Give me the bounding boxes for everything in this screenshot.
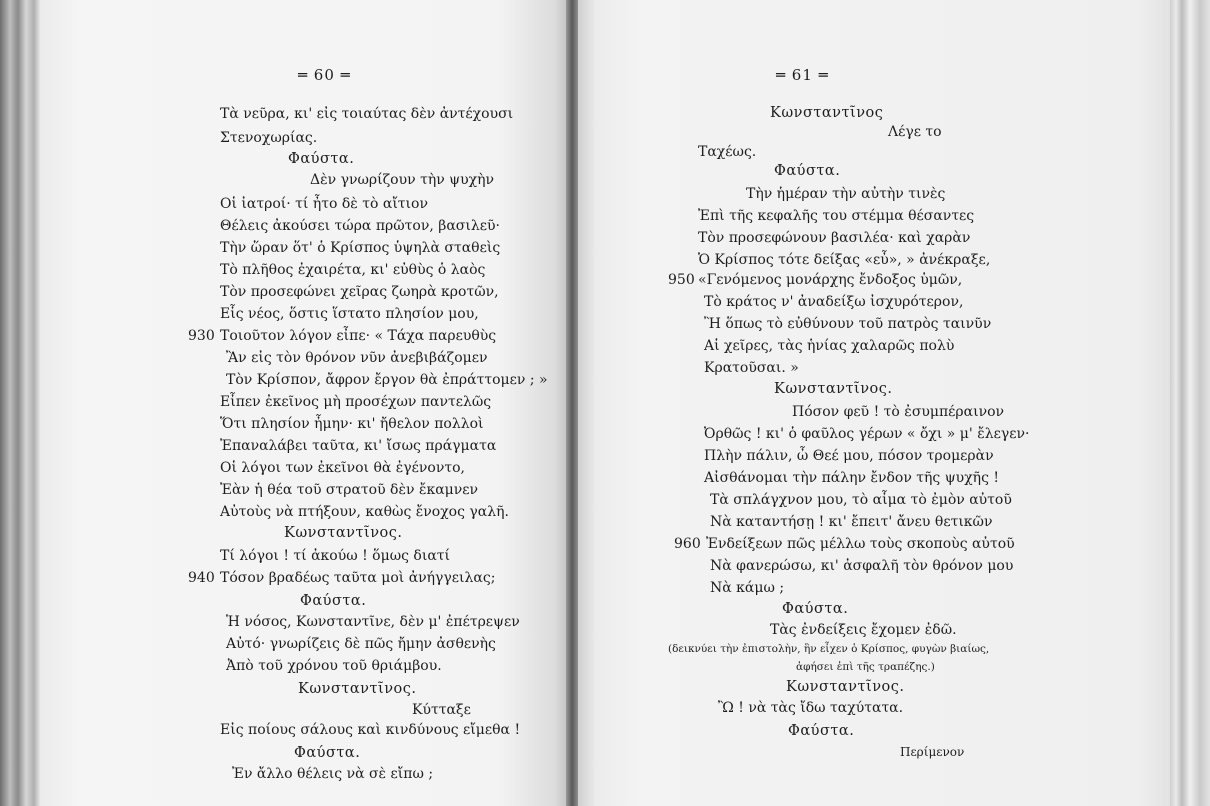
verse-line: Εἷς νέος, ὅστις ἵστατο πλησίον μου, <box>220 306 479 322</box>
verse-line: Τὴν ἡμέραν τὴν αὐτὴν τινὲς <box>746 186 946 202</box>
speaker-name: Φαύστα. <box>774 163 841 179</box>
book-gutter <box>566 0 578 806</box>
speaker-name: Κωνσταντῖνος. <box>298 681 417 697</box>
verse-number: 950 <box>668 272 695 288</box>
verse-line: Τὸν προσεφώνει χεῖρας ζωηρὰ κροτῶν, <box>220 284 499 300</box>
verse-line: Τὰ σπλάγχνον μου, τὸ αἷμα τὸ ἐμὸν αὐτοῦ <box>710 492 1012 508</box>
verse-line: Ἡ νόσος, Κωνσταντῖνε, δὲν μ' ἐπέτρεψεν <box>226 614 520 630</box>
verse-line: Τὸ κράτος ν' ἀναδείξω ἰσχυρότερον, <box>704 294 964 310</box>
verse-line: Ἐν ἄλλο θέλεις νὰ σὲ εἴπω ; <box>232 766 434 782</box>
stage-direction: ἀφήσει ἐπὶ τῆς τραπέζης.) <box>796 661 935 673</box>
verse-number: 960 <box>674 536 701 552</box>
verse-line: Ἐπὶ τῆς κεφαλῆς του στέμμα θέσαντες <box>698 208 975 224</box>
verse-number: 930 <box>188 328 215 344</box>
speaker-name: Κωνσταντῖνος. <box>786 679 905 695</box>
verse-line: Τὸ πλῆθος ἐχαιρέτα, κι' εὐθὺς ὁ λαὸς <box>220 262 486 278</box>
verse-line: Νὰ φανερώσω, κι' ἀσφαλῆ τὸν θρόνον μου <box>710 558 1014 574</box>
verse-line: Ὁ Κρίσπος τότε δείξας «εὖ», » ἀνέκραξε, <box>698 252 991 268</box>
verse-line: Δὲν γνωρίζουν τὴν ψυχὴν <box>310 172 495 188</box>
speaker-name: Κωνσταντῖνος. <box>774 381 893 397</box>
verse-line: Ἢ ὅπως τὸ εὐθύνουν τοῦ πατρὸς ταινῦν <box>704 316 992 332</box>
verse-line: Κύτταξε <box>412 702 471 718</box>
speaker-name: Φαύστα. <box>288 151 355 167</box>
verse-line: Κρατοῦσαι. » <box>704 360 799 376</box>
verse-line: Τοιοῦτον λόγον εἶπε· « Τάχα παρευθὺς <box>220 328 497 344</box>
verse-line: Οἱ λόγοι των ἐκεῖνοι θὰ ἐγένοντο, <box>220 460 465 476</box>
verse-line: Πόσον φεῦ ! τὸ ἐσυμπέραινον <box>792 404 1005 420</box>
speaker-name: Φαύστα. <box>300 593 367 609</box>
verse-line: Ταχέως. <box>698 144 757 160</box>
verse-line: Λέγε το <box>888 124 942 140</box>
verse-line: Τὰς ἐνδείξεις ἔχομεν ἐδῶ. <box>770 622 957 638</box>
verse-line: Νὰ κάμω ; <box>710 580 785 596</box>
verse-line: Ἂν εἰς τὸν θρόνον νῦν ἀνεβιβάζομεν <box>226 350 488 366</box>
verse-line: Στενοχωρίας. <box>220 130 318 146</box>
verse-line: Αἱ χεῖρες, τὰς ἡνίας χαλαρῶς πολὺ <box>704 338 955 354</box>
verse-line: Αὐτό· γνωρίζεις δὲ πῶς ἤμην ἀσθενὴς <box>226 636 496 652</box>
verse-line: Ἐνδείξεων πῶς μέλλω τοὺς σκοποὺς αὐτοῦ <box>706 536 1015 552</box>
verse-line: Οἱ ἰατροί· τί ἦτο δὲ τὸ αἴτιον <box>220 196 428 212</box>
speaker-name: Κωνσταντῖνος <box>770 105 884 121</box>
verse-line: Ὅτι πλησίον ἦμην· κι' ἤθελον πολλοὶ <box>220 416 484 432</box>
verse-line: Ἐπαναλάβει ταῦτα, κι' ἴσως πράγματα <box>220 438 497 454</box>
verse-number: 940 <box>188 570 215 586</box>
verse-line: «Γενόμενος μονάρχης ἔνδοξος ὑμῶν, <box>698 272 963 288</box>
verse-line: Πλὴν πάλιν, ὦ Θεέ μου, πόσον τρομερὰν <box>704 448 994 464</box>
verse-line: Τὴν ὥραν ὅτ' ὁ Κρίσπος ὑψηλὰ σταθεὶς <box>220 240 501 256</box>
verse-line: Ἐὰν ἡ θέα τοῦ στρατοῦ δὲν ἔκαμνεν <box>220 482 479 498</box>
verse-line: Εἶπεν ἐκεῖνος μὴ προσέχων παντελῶς <box>220 394 492 410</box>
verse-line: Θέλεις ἀκούσει τώρα πρῶτον, βασιλεῦ· <box>220 218 500 234</box>
verse-line: Περίμενον <box>900 745 965 759</box>
page-number: ═ 61 ═ <box>776 66 829 84</box>
verse-line: Ἀπὸ τοῦ χρόνου τοῦ θριάμβου. <box>226 658 442 674</box>
verse-line: Τόσον βραδέως ταῦτα μοὶ ἀνήγγειλας; <box>220 570 496 586</box>
verse-line: Αὐτοὺς νὰ πτήξουν, καθὼς ἔνοχος γαλῆ. <box>220 504 509 520</box>
right-page <box>578 0 1170 806</box>
verse-line: Τὰ νεῦρα, κι' εἰς τοιαύτας δὲν ἀντέχουσι <box>220 106 514 122</box>
verse-line: Ὢ ! νὰ τὰς ἴδω ταχύτατα. <box>718 700 904 716</box>
speaker-name: Φαύστα. <box>294 745 361 761</box>
speaker-name: Κωνσταντῖνος. <box>284 525 403 541</box>
verse-line: Αἰσθάνομαι τὴν πάλην ἔνδον τῆς ψυχῆς ! <box>704 470 999 486</box>
verse-line: Τί λόγοι ! τί ἀκούω ! ὅμως διατί <box>220 548 451 564</box>
verse-line: Νὰ καταντήσῃ ! κι' ἔπειτ' ἄνευ θετικῶν <box>710 514 993 530</box>
left-page <box>40 0 568 806</box>
verse-line: Ὀρθῶς ! κι' ὁ φαῦλος γέρων « ὄχι » μ' ἔλεγεν· <box>704 426 1030 442</box>
page-number: ═ 60 ═ <box>298 66 351 84</box>
verse-line: Τὸν προσεφώνουν βασιλέα· καὶ χαρὰν <box>698 230 971 246</box>
speaker-name: Φαύστα. <box>788 723 855 739</box>
stage-direction: (δεικνύει τὴν ἐπιστολὴν, ἣν εἶχεν ὁ Κρίσπος, φυγὼν βιαίως, <box>668 643 990 655</box>
verse-line: Τὸν Κρίσπον, ἄφρον ἔργον θὰ ἐπράττομεν ; » <box>226 372 548 388</box>
left-binding <box>0 0 40 806</box>
speaker-name: Φαύστα. <box>782 601 849 617</box>
verse-line: Εἰς ποίους σάλους καὶ κινδύνους εἴμεθα ! <box>220 722 521 738</box>
right-page-edges <box>1170 0 1210 806</box>
